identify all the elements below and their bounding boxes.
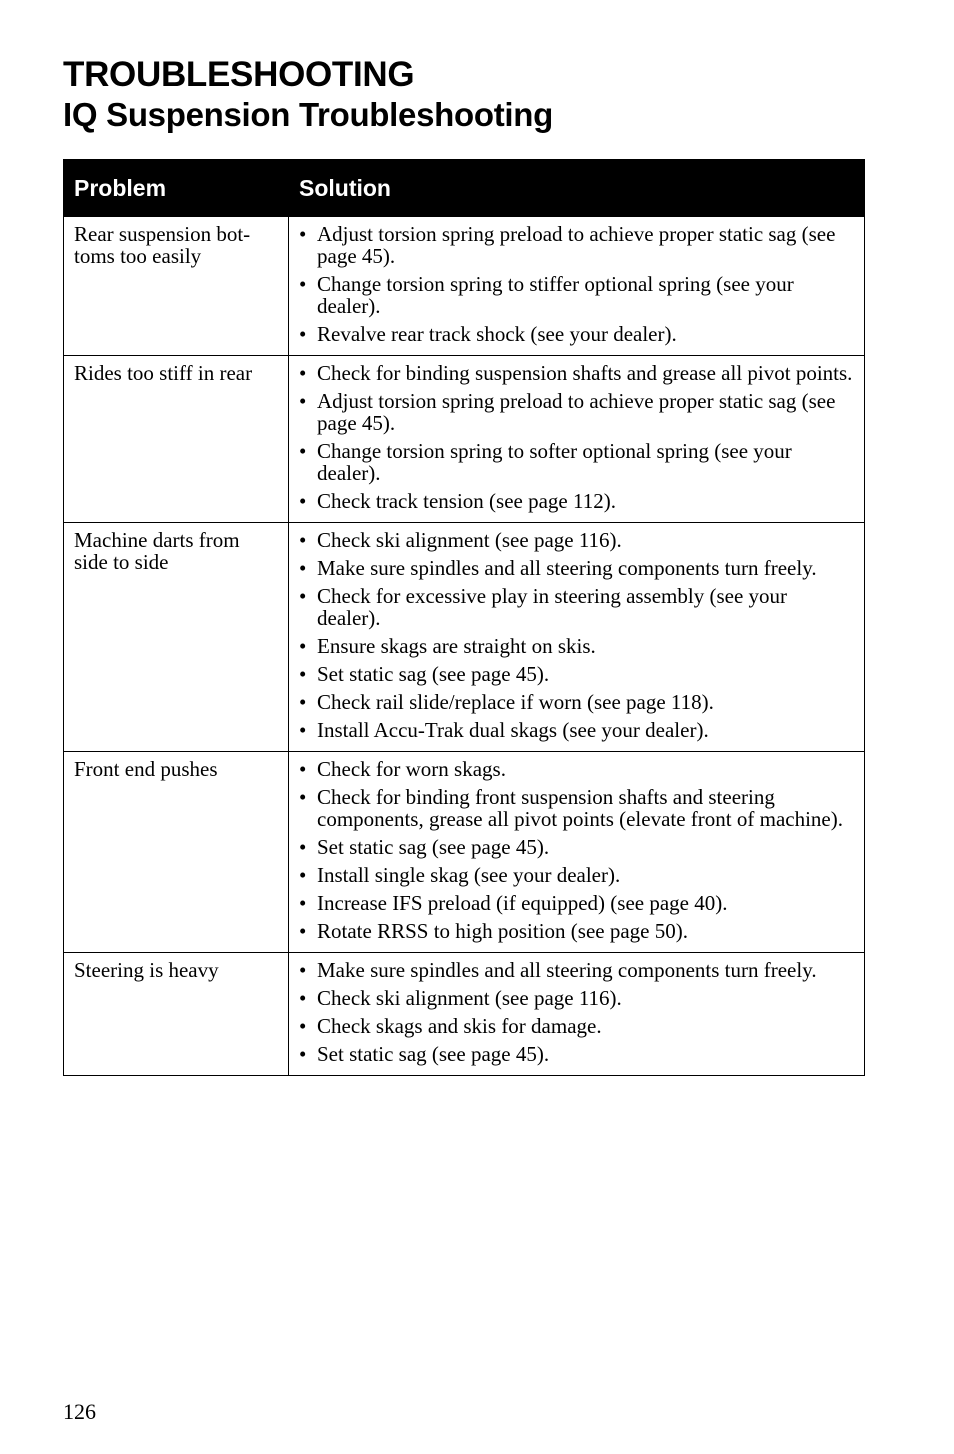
solution-list [299,529,854,741]
solution-text: Check for worn skags. [317,757,506,781]
table-header [64,160,865,217]
bullet-icon: • [299,891,307,915]
solution-item [299,987,854,1009]
solution-cell [289,523,865,752]
solution-item [299,663,854,685]
solution-list [299,959,854,1065]
bullet-icon: • [299,556,307,580]
solution-text: Check skags and skis for damage. [317,1014,602,1038]
solution-text: Set static sag (see page 45). [317,662,550,686]
troubleshooting-table [63,159,865,1076]
solution-text: Set static sag (see page 45). [317,835,550,859]
solution-item [299,557,854,579]
solution-cell [289,953,865,1076]
bullet-icon: • [299,322,307,346]
table-body [64,217,865,1076]
solution-item [299,529,854,551]
table-row [64,523,865,752]
bullet-icon: • [299,389,307,413]
solution-text: Adjust torsion spring preload to achieve proper static sag (see page 45). [317,389,836,435]
solution-item [299,273,854,317]
solution-item [299,959,854,981]
problem-cell: Steering is heavy [64,953,289,1076]
bullet-icon: • [299,690,307,714]
bullet-icon: • [299,361,307,385]
solution-text: Check ski alignment (see page 116). [317,528,622,552]
solution-text: Check for binding suspension shafts and grease all pivot points. [317,361,853,385]
table-row [64,217,865,356]
solution-text: Adjust torsion spring preload to achieve proper static sag (see page 45). [317,222,836,268]
solution-item [299,758,854,780]
solution-list [299,758,854,942]
solution-list [299,223,854,345]
solution-item [299,691,854,713]
solution-text: Ensure skags are straight on skis. [317,634,596,658]
bullet-icon: • [299,528,307,552]
solution-text: Revalve rear track shock (see your dealer). [317,322,677,346]
solution-text: Change torsion spring to softer optional spring (see your dealer). [317,439,792,485]
solution-text: Increase IFS preload (if equipped) (see page 40). [317,891,728,915]
solution-item [299,223,854,267]
bullet-icon: • [299,1042,307,1066]
problem-cell: Machine darts from side to side [64,523,289,752]
bullet-icon: • [299,584,307,608]
solution-item [299,490,854,512]
section-title: IQ Suspension Troubleshooting [63,96,553,133]
bullet-icon: • [299,272,307,296]
solution-text: Make sure spindles and all steering components turn freely. [317,556,817,580]
solution-text: Install single skag (see your dealer). [317,863,621,887]
bullet-icon: • [299,439,307,463]
solution-cell [289,356,865,523]
solution-text: Change torsion spring to stiffer optional spring (see your dealer). [317,272,794,318]
solution-text: Check track tension (see page 112). [317,489,616,513]
solution-item [299,920,854,942]
bullet-icon: • [299,835,307,859]
table-row [64,356,865,523]
solution-item [299,440,854,484]
table-header-row [64,160,865,217]
solution-item [299,1015,854,1037]
solution-item [299,390,854,434]
page-number: 126 [63,1399,96,1424]
solution-item [299,323,854,345]
problem-cell: Rear suspension bot-toms too easily [64,217,289,356]
solution-cell [289,752,865,953]
page-title: TROUBLESHOOTING [63,55,415,94]
solution-text: Check ski alignment (see page 116). [317,986,622,1010]
problem-cell: Front end pushes [64,752,289,953]
bullet-icon: • [299,757,307,781]
solution-text: Check rail slide/replace if worn (see page 118). [317,690,714,714]
solution-cell [289,217,865,356]
column-header-problem: Problem [64,160,289,217]
table-row [64,953,865,1076]
solution-item [299,635,854,657]
solution-item [299,892,854,914]
solution-text: Set static sag (see page 45). [317,1042,550,1066]
solution-item [299,786,854,830]
bullet-icon: • [299,958,307,982]
bullet-icon: • [299,222,307,246]
bullet-icon: • [299,986,307,1010]
bullet-icon: • [299,863,307,887]
solution-item [299,362,854,384]
problem-cell: Rides too stiff in rear [64,356,289,523]
bullet-icon: • [299,489,307,513]
column-header-solution: Solution [289,160,865,217]
solution-item [299,864,854,886]
bullet-icon: • [299,634,307,658]
bullet-icon: • [299,785,307,809]
bullet-icon: • [299,919,307,943]
solution-text: Install Accu-Trak dual skags (see your dealer). [317,718,709,742]
solution-text: Rotate RRSS to high position (see page 50). [317,919,688,943]
solution-text: Check for excessive play in steering assembly (see your dealer). [317,584,788,630]
solution-text: Make sure spindles and all steering components turn freely. [317,958,817,982]
solution-item [299,719,854,741]
bullet-icon: • [299,1014,307,1038]
solution-item [299,585,854,629]
solution-item [299,836,854,858]
bullet-icon: • [299,662,307,686]
solution-text: Check for binding front suspension shafts and steering components, grease all pivot points (elevate front of machine). [317,785,843,831]
bullet-icon: • [299,718,307,742]
table-row [64,752,865,953]
solution-list [299,362,854,512]
solution-item [299,1043,854,1065]
